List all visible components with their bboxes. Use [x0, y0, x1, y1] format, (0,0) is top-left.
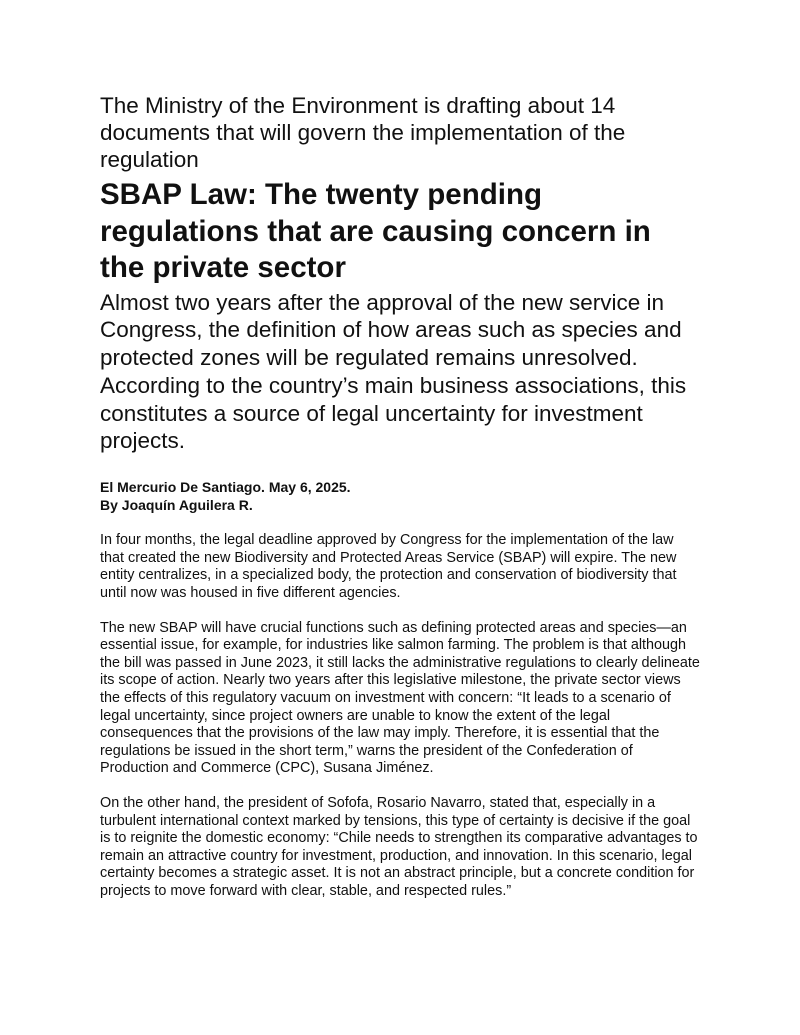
article	[100, 92, 710, 901]
article-subtitle: Almost two years after the approval of the new service in Congress, the definition of how areas such as species and protected zones will be regulated remains unresolved. According to the country’s main business associations, this constitutes a source of legal uncertainty for investment projects.	[100, 289, 687, 454]
paragraph: In four months, the legal deadline approved by Congress for the implementation of the law that created the new Biodiversity and Protected Areas Service (SBAP) will expire. The new entity centralizes, in a specialized body, the protection and conservation of biodiversity that until now was housed in five different agencies.	[100, 532, 677, 602]
paragraph: On the other hand, the president of Sofofa, Rosario Navarro, stated that, especially in a turbulent international context marked by tensions, this type of certainty is decisive if the goal is to reignite the domestic economy: “Chile needs to strengthen its comparative advantages to remain an attractive country for investment, production, and innovation. In this scenario, legal certainty becomes a strategic asset. It is not an abstract principle, but a concrete condition for projects to move forward with clear, stable, and respected rules.”	[100, 795, 698, 899]
article-body	[100, 532, 710, 900]
article-source-date: El Mercurio De Santiago. May 6, 2025.	[100, 479, 351, 496]
paragraph: The new SBAP will have crucial functions such as defining protected areas and species—an essential issue, for example, for industries like salmon farming. The problem is that although the bill was passed in June 2023, it still lacks the administrative regulations to clearly delineate its scope of action. Nearly two years after this legislative milestone, the private sector views the effects of this regulatory vacuum on investment with concern: “It leads to a scenario of legal uncertainty, since project owners are unable to know the extent of the legal consequences that the provisions of the law may imply. Therefore, it is essential that the regulations be issued in the short term,” warns the president of the Confederation of Production and Commerce (CPC), Susana Jiménez.	[100, 619, 700, 777]
article-author: By Joaquín Aguilera R.	[100, 496, 253, 513]
byline	[100, 479, 710, 514]
article-kicker: The Ministry of the Environment is drafting about 14 documents that will govern the implementation of the regulation	[100, 93, 626, 172]
article-title: SBAP Law: The twenty pending regulations that are causing concern in the private sector	[100, 178, 651, 284]
